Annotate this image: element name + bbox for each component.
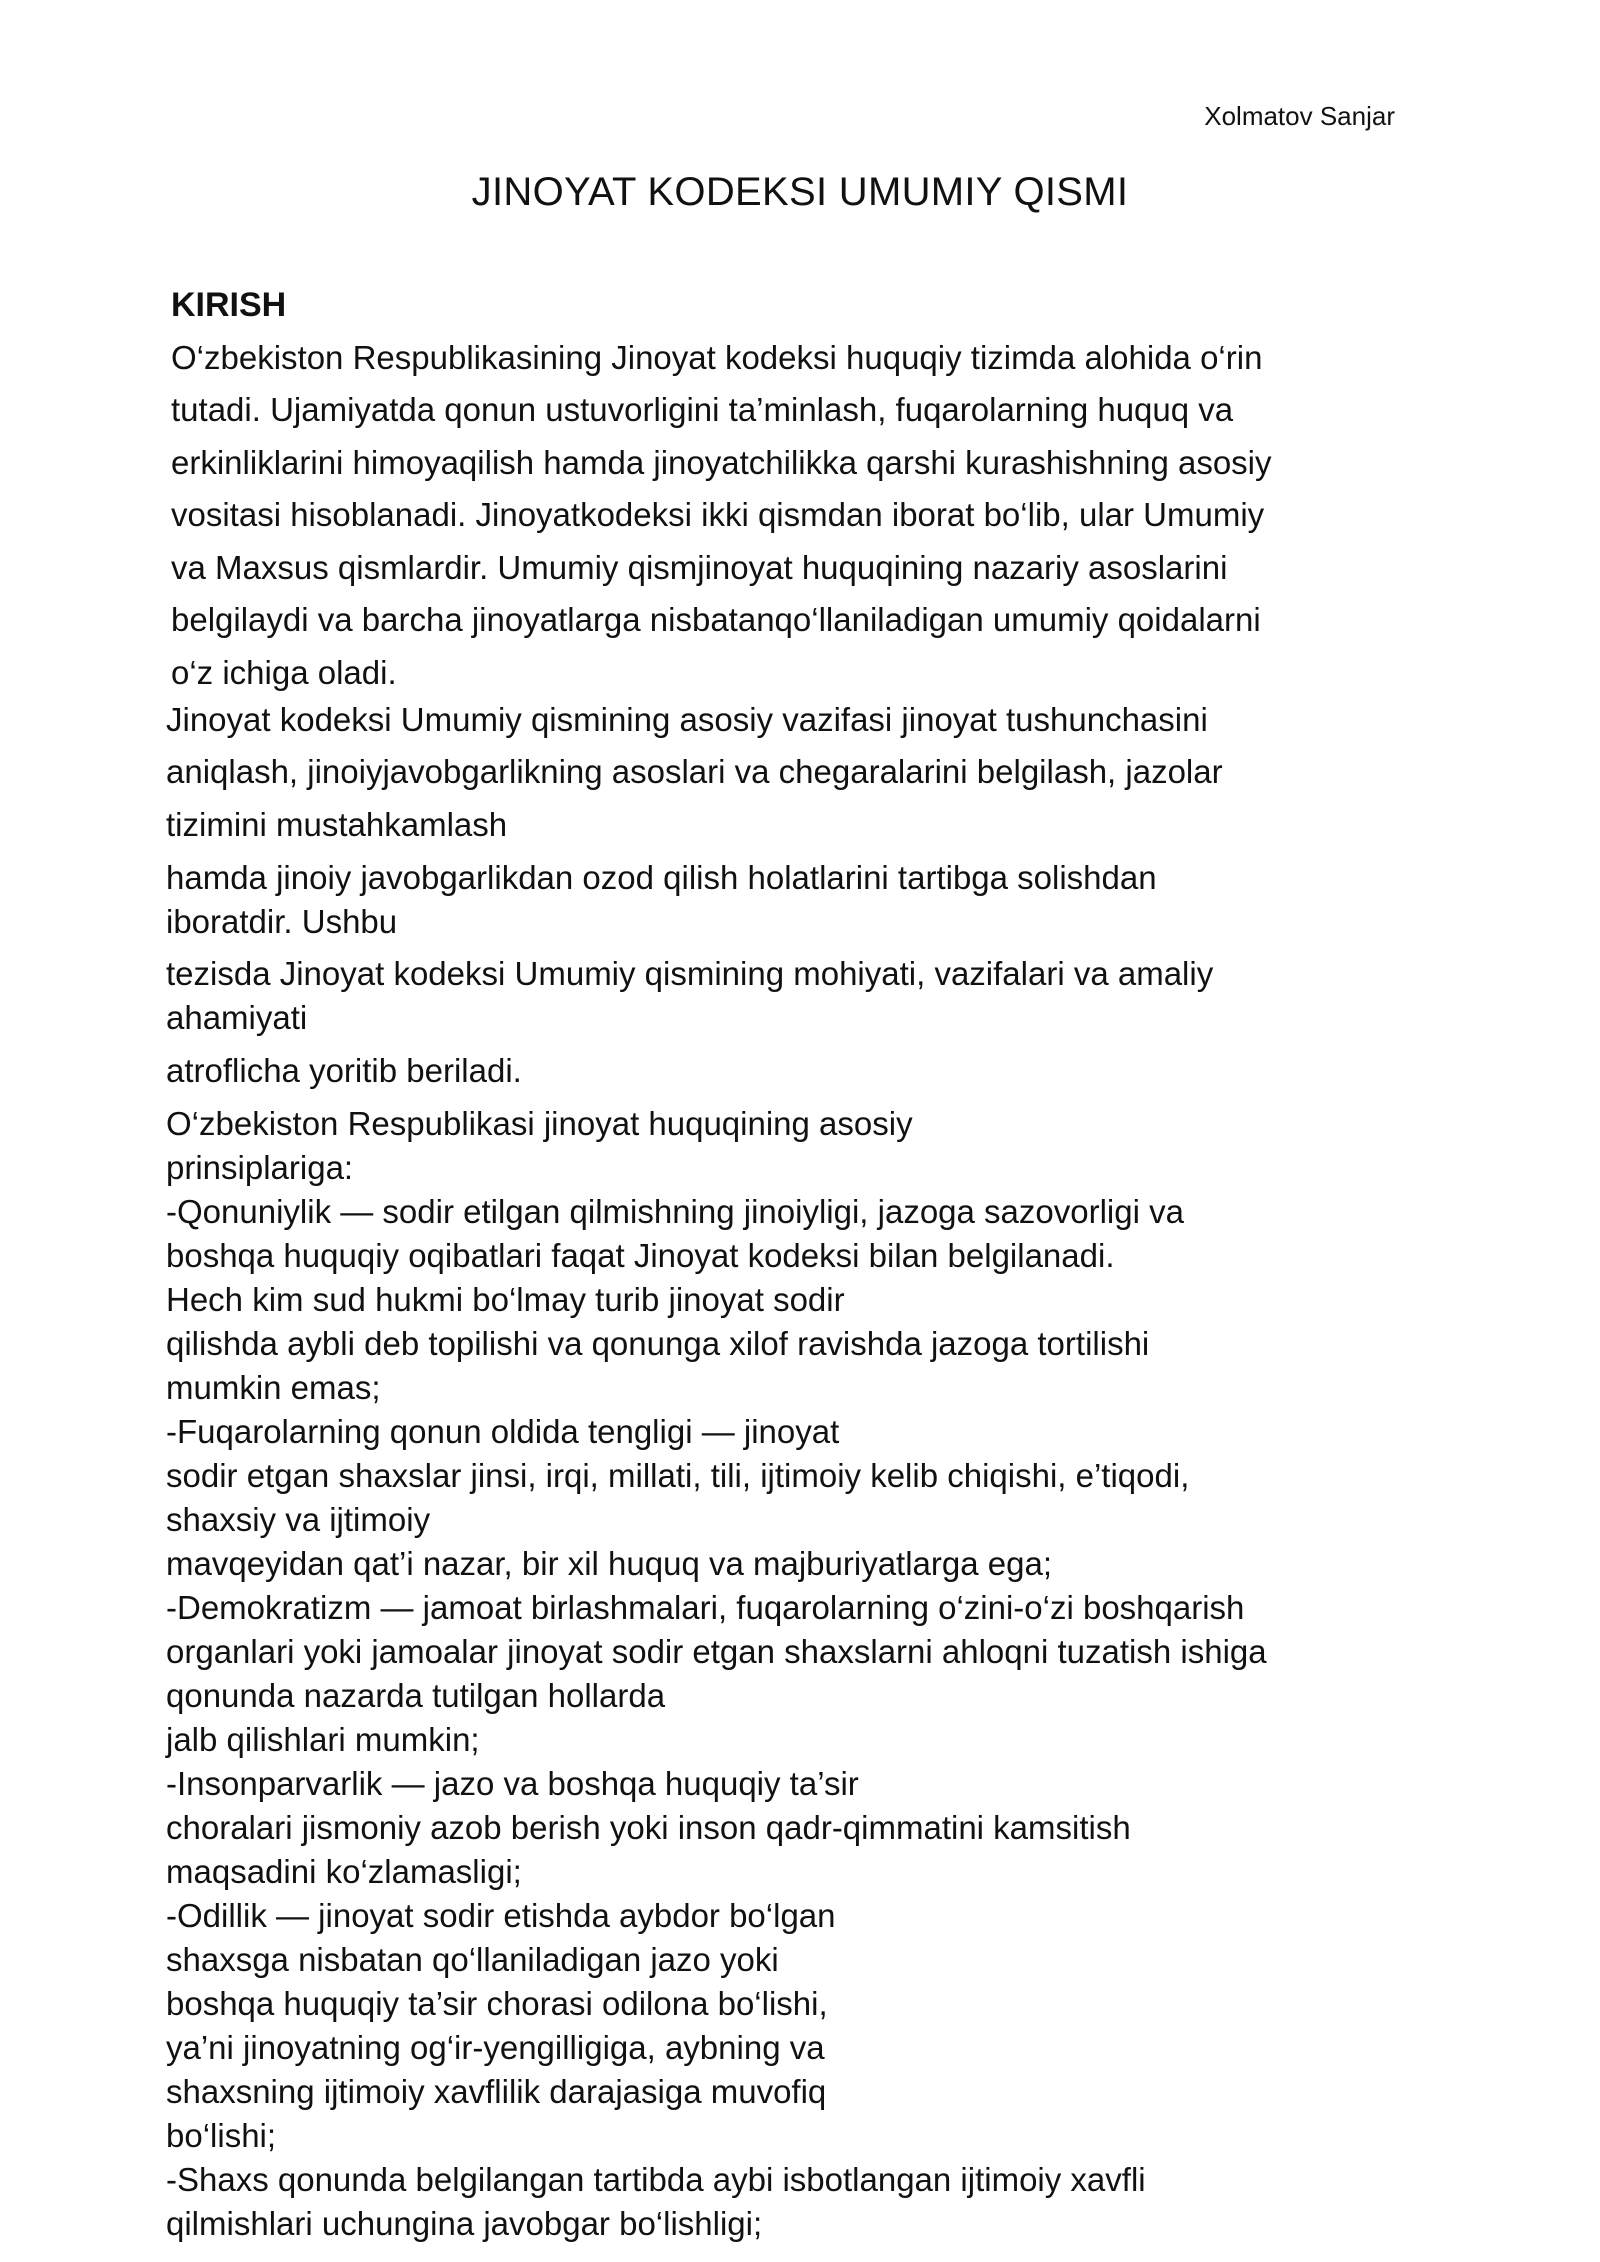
text-line: boshqa huquqiy oqibatlari faqat Jinoyat kodeksi bilan belgilanadi.	[166, 1237, 1115, 1274]
text-line: hamda jinoiy javobgarlikdan ozod qilish holatlarini tartibga solishdan	[166, 859, 1157, 896]
text-line: -Demokratizm — jamoat birlashmalari, fuqarolarning o‘zini-o‘zi boshqarish	[166, 1589, 1245, 1626]
text-line: ya’ni jinoyatning og‘ir-yengilligiga, aybning va	[166, 2029, 825, 2066]
text-line: -Shaxs qonunda belgilangan tartibda aybi isbotlangan ijtimoiy xavfli	[166, 2161, 1146, 2198]
text-line: sodir etgan shaxslar jinsi, irqi, millati, tili, ijtimoiy kelib chiqishi, e’tiqodi,	[166, 1457, 1190, 1494]
text-line: O‘zbekiston Respublikasining Jinoyat kodeksi huquqiy tizimda alohida o‘rin	[171, 339, 1263, 376]
text-line: -Qonuniylik — sodir etilgan qilmishning jinoiyligi, jazoga sazovorligi va	[166, 1193, 1184, 1230]
text-line: choralari jismoniy azob berish yoki inson qadr-qimmatini kamsitish	[166, 1809, 1131, 1846]
text-line: organlari yoki jamoalar jinoyat sodir etgan shaxslarni ahloqni tuzatish ishiga	[166, 1633, 1267, 1670]
text-line: tizimini mustahkamlash	[166, 806, 508, 843]
text-line: shaxsning ijtimoiy xavflilik darajasiga muvofiq	[166, 2073, 827, 2110]
text-line: O‘zbekiston Respublikasi jinoyat huquqining asosiy	[166, 1105, 913, 1142]
text-line: boshqa huquqiy ta’sir chorasi odilona bo‘lishi,	[166, 1985, 828, 2022]
text-line: prinsiplariga:	[166, 1149, 354, 1186]
document-title: JINOYAT KODEKSI UMUMIY QISMI	[471, 170, 1129, 214]
text-line: mumkin emas;	[166, 1369, 381, 1406]
text-line: mavqeyidan qat’i nazar, bir xil huquq va majburiyatlarga ega;	[166, 1545, 1053, 1582]
text-line: tutadi. Ujamiyatda qonun ustuvorligini ta’minlash, fuqarolarning huquq va	[171, 391, 1234, 428]
text-line: -Odillik — jinoyat sodir etishda aybdor bo‘lgan	[166, 1897, 836, 1934]
author-name: Xolmatov Sanjar	[1204, 101, 1395, 131]
text-line: o‘z ichiga oladi.	[171, 654, 397, 691]
text-line: shaxsga nisbatan qo‘llaniladigan jazo yoki	[166, 1941, 779, 1978]
text-line: jalb qilishlari mumkin;	[166, 1721, 480, 1758]
text-line: Jinoyat kodeksi Umumiy qismining asosiy vazifasi jinoyat tushunchasini	[166, 701, 1208, 738]
text-line: belgilaydi va barcha jinoyatlarga nisbatanqo‘llaniladigan umumiy qoidalarni	[171, 601, 1261, 638]
text-line: atroflicha yoritib beriladi.	[166, 1052, 522, 1089]
text-line: -Fuqarolarning qonun oldida tengligi — jinoyat	[166, 1413, 840, 1450]
text-line: aniqlash, jinoiyjavobgarlikning asoslari va chegaralarini belgilash, jazolar	[166, 753, 1223, 790]
text-line: va Maxsus qismlardir. Umumiy qismjinoyat huquqining nazariy asoslarini	[171, 549, 1228, 586]
text-line: Hech kim sud hukmi bo‘lmay turib jinoyat sodir	[166, 1281, 845, 1318]
text-line: bo‘lishi;	[166, 2117, 277, 2154]
intro-heading: KIRISH	[171, 286, 287, 324]
text-line: vositasi hisoblanadi. Jinoyatkodeksi ikki qismdan iborat bo‘lib, ular Umumiy	[171, 496, 1265, 533]
text-line: shaxsiy va ijtimoiy	[166, 1501, 431, 1538]
text-line: ahamiyati	[166, 999, 308, 1036]
text-line: qilishda aybli deb topilishi va qonunga xilof ravishda jazoga tortilishi	[166, 1325, 1150, 1362]
text-line: tezisda Jinoyat kodeksi Umumiy qismining mohiyati, vazifalari va amaliy	[166, 955, 1214, 992]
text-line: qilmishlari uchungina javobgar bo‘lishligi;	[166, 2205, 763, 2242]
text-line: -Insonparvarlik — jazo va boshqa huquqiy ta’sir	[166, 1765, 859, 1802]
text-line: maqsadini ko‘zlamasligi;	[166, 1853, 522, 1890]
text-line: erkinliklarini himoyaqilish hamda jinoyatchilikka qarshi kurashishning asosiy	[171, 444, 1272, 481]
text-line: iboratdir. Ushbu	[166, 903, 398, 940]
text-line: qonunda nazarda tutilgan hollarda	[166, 1677, 666, 1714]
